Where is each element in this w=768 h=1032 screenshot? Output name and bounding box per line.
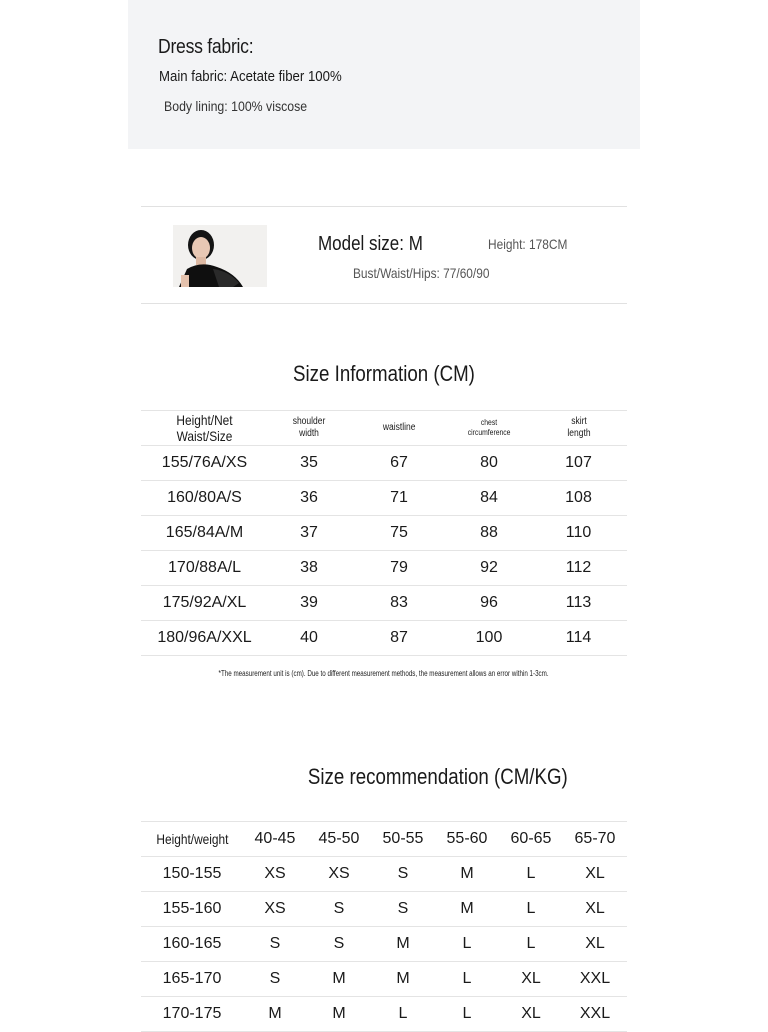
fabric-panel xyxy=(128,0,640,149)
table-cell: 108 xyxy=(530,481,627,516)
header-cell: waistline xyxy=(350,411,448,446)
table-cell: 150-155 xyxy=(141,857,243,892)
table-cell: L xyxy=(371,997,435,1032)
table-cell: M xyxy=(371,962,435,997)
table-cell: 80 xyxy=(448,446,530,481)
table-cell: M xyxy=(307,997,371,1032)
table-cell: L xyxy=(435,962,499,997)
table-row xyxy=(141,516,627,551)
model-height: Height: 178CM xyxy=(488,236,568,252)
table-cell: 165/84A/M xyxy=(141,516,268,551)
table-cell: S xyxy=(243,962,307,997)
fabric-main: Main fabric: Acetate fiber 100% xyxy=(159,68,342,85)
divider xyxy=(141,206,627,207)
table-cell: S xyxy=(243,927,307,962)
table-row xyxy=(141,481,627,516)
table-cell: 114 xyxy=(530,621,627,656)
table-cell: L xyxy=(499,927,563,962)
table-cell: 71 xyxy=(350,481,448,516)
table-cell: 155-160 xyxy=(141,892,243,927)
table-cell: 113 xyxy=(530,586,627,621)
header-cell: 60-65 xyxy=(499,822,563,857)
table-cell: S xyxy=(371,857,435,892)
table-row xyxy=(141,927,627,962)
table-header-row xyxy=(141,822,627,857)
table-cell: M xyxy=(371,927,435,962)
table-row xyxy=(141,997,627,1032)
table-cell: 37 xyxy=(268,516,350,551)
table-cell: 170-175 xyxy=(141,997,243,1032)
table-cell: 100 xyxy=(448,621,530,656)
header-cell: 55-60 xyxy=(435,822,499,857)
table-row xyxy=(141,962,627,997)
table-cell: XL xyxy=(499,997,563,1032)
table-cell: S xyxy=(307,927,371,962)
table-cell: 170/88A/L xyxy=(141,551,268,586)
table-cell: 84 xyxy=(448,481,530,516)
table-cell: XS xyxy=(243,892,307,927)
header-cell: skirt length xyxy=(530,411,627,446)
table-cell: M xyxy=(307,962,371,997)
header-cell: chest circumference xyxy=(448,411,530,446)
table-cell: 160/80A/S xyxy=(141,481,268,516)
header-cell: 45-50 xyxy=(307,822,371,857)
table-row xyxy=(141,551,627,586)
header-cell: Height/weight xyxy=(141,822,243,857)
table-cell: XL xyxy=(499,962,563,997)
table-cell: 155/76A/XS xyxy=(141,446,268,481)
table-cell: XXL xyxy=(563,962,627,997)
table-cell: 87 xyxy=(350,621,448,656)
table-cell: 107 xyxy=(530,446,627,481)
table-cell: M xyxy=(435,857,499,892)
table-row xyxy=(141,892,627,927)
table-cell: 67 xyxy=(350,446,448,481)
table-cell: 40 xyxy=(268,621,350,656)
header-cell: 40-45 xyxy=(243,822,307,857)
table-cell: 79 xyxy=(350,551,448,586)
table-cell: S xyxy=(371,892,435,927)
table-cell: 35 xyxy=(268,446,350,481)
table-header-row xyxy=(141,411,627,446)
header-cell: shoulder width xyxy=(268,411,350,446)
table-cell: 165-170 xyxy=(141,962,243,997)
model-size: Model size: M xyxy=(318,233,423,255)
table-cell: 96 xyxy=(448,586,530,621)
size-rec-table xyxy=(141,821,627,1032)
table-cell: XXL xyxy=(563,997,627,1032)
table-cell: M xyxy=(243,997,307,1032)
table-cell: S xyxy=(307,892,371,927)
model-photo xyxy=(173,225,267,287)
table-cell: L xyxy=(435,927,499,962)
table-row xyxy=(141,621,627,656)
table-cell: XS xyxy=(243,857,307,892)
table-cell: L xyxy=(435,997,499,1032)
size-info-table xyxy=(141,410,627,656)
table-row xyxy=(141,446,627,481)
table-cell: XL xyxy=(563,927,627,962)
table-cell: 75 xyxy=(350,516,448,551)
measurement-note: *The measurement unit is (cm). Due to different measurement methods, the measurement allows an error within 1-3cm. xyxy=(218,669,550,678)
size-info-title: Size Information (CM) xyxy=(293,361,475,386)
table-cell: XS xyxy=(307,857,371,892)
table-cell: 83 xyxy=(350,586,448,621)
table-cell: 36 xyxy=(268,481,350,516)
table-cell: 110 xyxy=(530,516,627,551)
table-cell: 92 xyxy=(448,551,530,586)
table-row xyxy=(141,586,627,621)
divider xyxy=(141,303,627,304)
size-rec-title: Size recommendation (CM/KG) xyxy=(308,764,568,789)
header-cell: Height/Net Waist/Size xyxy=(141,411,268,446)
header-cell: 65-70 xyxy=(563,822,627,857)
table-cell: 175/92A/XL xyxy=(141,586,268,621)
table-cell: 180/96A/XXL xyxy=(141,621,268,656)
table-cell: L xyxy=(499,857,563,892)
table-cell: 39 xyxy=(268,586,350,621)
model-measurements: Bust/Waist/Hips: 77/60/90 xyxy=(353,265,490,281)
table-cell: M xyxy=(435,892,499,927)
table-cell: XL xyxy=(563,857,627,892)
table-cell: XL xyxy=(563,892,627,927)
table-cell: L xyxy=(499,892,563,927)
table-cell: 160-165 xyxy=(141,927,243,962)
table-cell: 38 xyxy=(268,551,350,586)
fabric-lining: Body lining: 100% viscose xyxy=(164,98,308,114)
table-row xyxy=(141,857,627,892)
table-cell: 112 xyxy=(530,551,627,586)
header-cell: 50-55 xyxy=(371,822,435,857)
table-cell: 88 xyxy=(448,516,530,551)
fabric-title: Dress fabric: xyxy=(158,36,254,58)
